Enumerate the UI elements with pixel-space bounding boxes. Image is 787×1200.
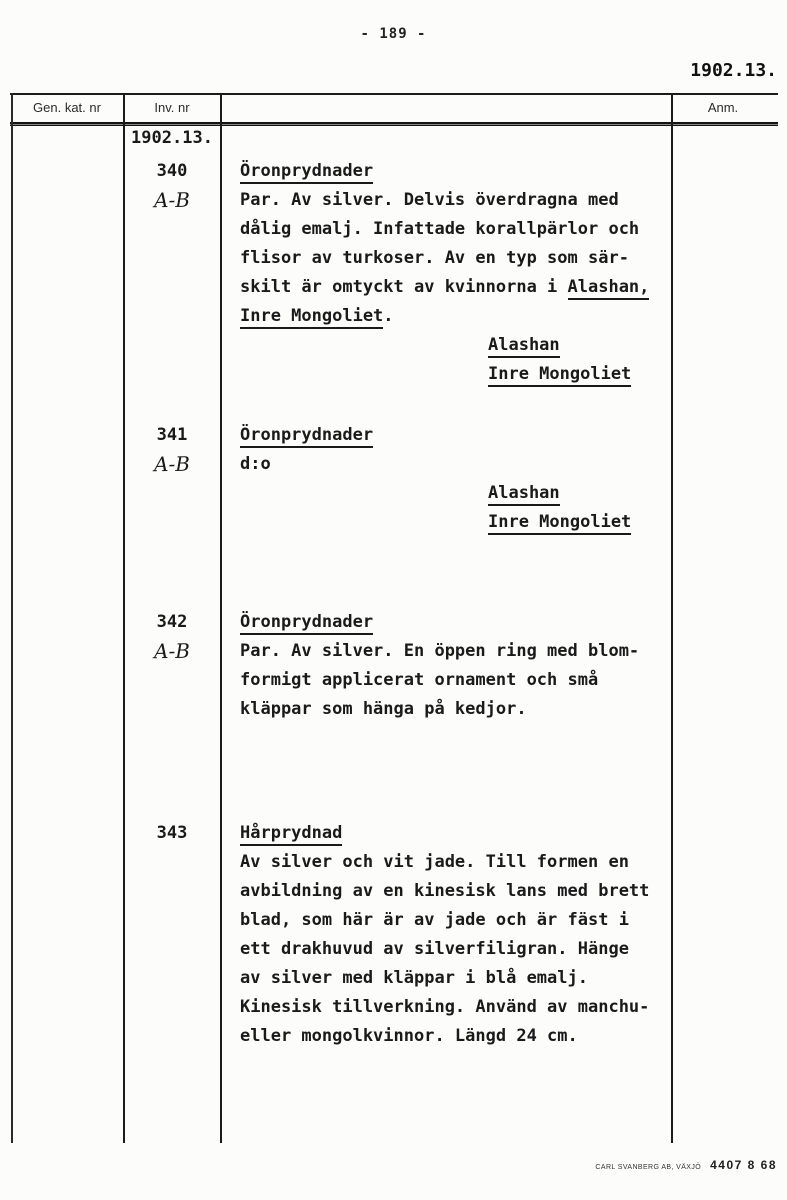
table-border-left: [11, 93, 13, 1143]
plain-text: ett drakhuvud av silverfiligran. Hänge: [240, 939, 629, 959]
entry-title: [240, 157, 685, 186]
plain-text: Par. Av silver. Delvis överdragna med: [240, 190, 619, 210]
entry-body-line: [240, 877, 685, 906]
plain-text: blad, som här är av jade och är fäst i: [240, 910, 629, 930]
column-header-anm: Anm.: [707, 100, 739, 115]
entry-body-line: [240, 273, 685, 302]
entry-text: [240, 157, 685, 389]
inventory-subletters-handwritten: A-B: [153, 187, 191, 213]
entry-title: [240, 608, 685, 637]
plain-text: av silver med kläppar i blå emalj.: [240, 968, 588, 988]
entry-body-line: [240, 993, 685, 1022]
inventory-number: 340: [156, 161, 188, 181]
plain-text: formigt applicerat ornament och små: [240, 670, 599, 690]
entry-body-line: [240, 302, 685, 331]
entry-body-line: [240, 450, 685, 479]
column-header-gen-kat-nr: Gen. kat. nr: [33, 100, 101, 115]
entry-text: [240, 421, 685, 537]
entry-title-text: Hårprydnad: [240, 823, 342, 846]
plain-text: kläppar som hänga på kedjor.: [240, 699, 527, 719]
printer-mark: [595, 1158, 777, 1172]
place-name-line: [488, 508, 685, 537]
place-name: Inre Mongoliet: [488, 364, 631, 387]
entry-text: [240, 608, 685, 724]
group-number: 1902.13.: [131, 128, 213, 148]
entry-text: [240, 819, 685, 1051]
inventory-number: 342: [156, 612, 188, 632]
plain-text: skilt är omtyckt av kvinnorna i: [240, 277, 568, 297]
entry-title: [240, 421, 685, 450]
inventory-column: [124, 157, 220, 215]
entry-body-line: [240, 964, 685, 993]
entry-title-text: Öronprydnader: [240, 161, 373, 184]
entry-body-line: [240, 848, 685, 877]
table-divider-invnr-main: [220, 93, 222, 1143]
plain-text: Par. Av silver. En öppen ring med blom-: [240, 641, 640, 661]
entry-body-line: [240, 906, 685, 935]
plain-text: avbildning av en kinesisk lans med brett: [240, 881, 650, 901]
place-name: Alashan: [488, 483, 560, 506]
doc-number: 1902.13.: [690, 60, 777, 81]
entry-body-line: [240, 695, 685, 724]
inventory-subletters-handwritten: A-B: [153, 638, 191, 664]
inventory-column: [124, 819, 220, 848]
entry-body-line: [240, 637, 685, 666]
table-rule-header-bottom: [10, 122, 778, 126]
plain-text: .: [383, 306, 394, 326]
table-rule-top: [10, 93, 778, 95]
underlined-text: Alashan,: [568, 277, 650, 300]
plain-text: Av silver och vit jade. Till formen en: [240, 852, 629, 872]
inventory-column: [124, 608, 220, 666]
entry-body-line: [240, 186, 685, 215]
inventory-number: 343: [156, 823, 188, 843]
entry-title-text: Öronprydnader: [240, 612, 373, 635]
plain-text: dålig emalj. Infattade korallpärlor och: [240, 219, 640, 239]
page-number: - 189 -: [360, 26, 427, 42]
entry-body-line: [240, 666, 685, 695]
place-name-line: [488, 479, 685, 508]
plain-text: eller mongolkvinnor. Längd 24 cm.: [240, 1026, 578, 1046]
column-header-inv-nr: Inv. nr: [154, 100, 190, 115]
inventory-number: 341: [156, 425, 188, 445]
entry-title: [240, 819, 685, 848]
place-name: Alashan: [488, 335, 560, 358]
printer-code: 4407 8 68: [710, 1158, 777, 1172]
plain-text: d:o: [240, 454, 271, 474]
entry-body-line: [240, 935, 685, 964]
entry-body-line: [240, 1022, 685, 1051]
place-name-line: [488, 360, 685, 389]
place-name: Inre Mongoliet: [488, 512, 631, 535]
printer-name: CARL SVANBERG AB, VÄXJÖ: [595, 1164, 702, 1171]
entry-body-line: [240, 244, 685, 273]
inventory-column: [124, 421, 220, 479]
entry-title-text: Öronprydnader: [240, 425, 373, 448]
inventory-subletters-handwritten: A-B: [153, 451, 191, 477]
plain-text: Kinesisk tillverkning. Använd av manchu-: [240, 997, 650, 1017]
plain-text: flisor av turkoser. Av en typ som sär-: [240, 248, 629, 268]
entry-body-line: [240, 215, 685, 244]
place-name-line: [488, 331, 685, 360]
underlined-text: Inre Mongoliet: [240, 306, 383, 329]
